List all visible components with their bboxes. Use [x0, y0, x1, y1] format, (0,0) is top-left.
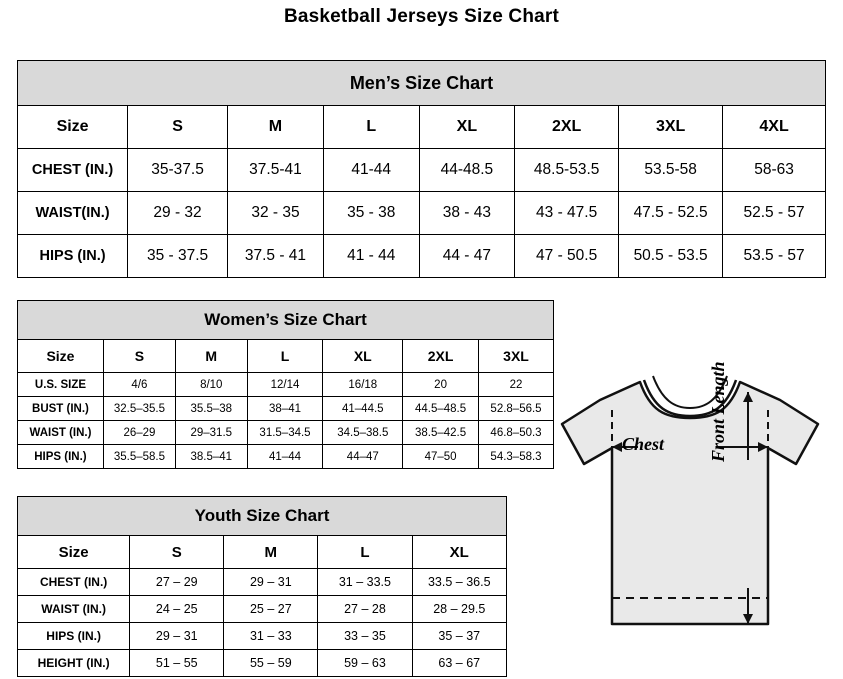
womens-waist-l: 31.5–34.5: [247, 421, 323, 445]
mens-hips-3xl: 50.5 - 53.5: [619, 235, 723, 278]
page-title: Basketball Jerseys Size Chart: [283, 6, 560, 27]
womens-bust-s: 32.5–35.5: [103, 397, 175, 421]
womens-hips-2xl: 47–50: [403, 445, 479, 469]
womens-col-size: Size: [18, 340, 104, 373]
table-row: [18, 397, 554, 421]
womens-col-2xl: 2XL: [403, 340, 479, 373]
youth-chest-s: 27 – 29: [130, 569, 224, 596]
jersey-measurement-diagram: [540, 352, 840, 674]
youth-hips-s: 29 – 31: [130, 623, 224, 650]
youth-chart-header-row: [18, 536, 507, 569]
mens-hips-xl: 44 - 47: [419, 235, 515, 278]
womens-row-ussize-label: U.S. SIZE: [18, 373, 104, 397]
youth-col-size: Size: [18, 536, 130, 569]
womens-waist-3xl: 46.8–50.3: [479, 421, 554, 445]
jersey-outline: [562, 382, 818, 624]
mens-chart-banner-row: [18, 61, 826, 106]
mens-waist-3xl: 47.5 - 52.5: [619, 192, 723, 235]
youth-hips-l: 33 – 35: [318, 623, 412, 650]
womens-hips-m: 38.5–41: [175, 445, 247, 469]
womens-chart-banner-row: [18, 301, 554, 340]
mens-row-chest-label: CHEST (IN.): [18, 149, 128, 192]
mens-hips-m: 37.5 - 41: [227, 235, 323, 278]
womens-col-s: S: [103, 340, 175, 373]
table-row: [18, 192, 826, 235]
mens-hips-s: 35 - 37.5: [128, 235, 228, 278]
youth-chart-banner-row: [18, 497, 507, 536]
mens-chart-body: [18, 61, 826, 278]
womens-waist-m: 29–31.5: [175, 421, 247, 445]
youth-hips-xl: 35 – 37: [412, 623, 506, 650]
mens-hips-2xl: 47 - 50.5: [515, 235, 619, 278]
mens-col-3xl: 3XL: [619, 106, 723, 149]
youth-row-waist-label: WAIST (IN.): [18, 596, 130, 623]
youth-waist-xl: 28 – 29.5: [412, 596, 506, 623]
mens-chest-xl: 44-48.5: [419, 149, 515, 192]
youth-row-hips-label: HIPS (IN.): [18, 623, 130, 650]
womens-col-xl: XL: [323, 340, 403, 373]
mens-col-size: Size: [18, 106, 128, 149]
mens-waist-s: 29 - 32: [128, 192, 228, 235]
mens-chest-3xl: 53.5-58: [619, 149, 723, 192]
womens-ussize-l: 12/14: [247, 373, 323, 397]
womens-chart-body: [18, 301, 554, 469]
mens-col-2xl: 2XL: [515, 106, 619, 149]
mens-hips-4xl: 53.5 - 57: [723, 235, 826, 278]
womens-ussize-s: 4/6: [103, 373, 175, 397]
mens-chart-header-row: [18, 106, 826, 149]
chest-label: Chest: [622, 434, 665, 454]
mens-col-m: M: [227, 106, 323, 149]
womens-ussize-xl: 16/18: [323, 373, 403, 397]
youth-height-xl: 63 – 67: [412, 650, 506, 677]
mens-chest-m: 37.5-41: [227, 149, 323, 192]
youth-hips-m: 31 – 33: [224, 623, 318, 650]
mens-waist-m: 32 - 35: [227, 192, 323, 235]
table-row: [18, 421, 554, 445]
mens-size-chart-table: [17, 60, 826, 278]
womens-waist-2xl: 38.5–42.5: [403, 421, 479, 445]
womens-ussize-2xl: 20: [403, 373, 479, 397]
mens-waist-xl: 38 - 43: [419, 192, 515, 235]
front-length-label: Front Length: [708, 361, 728, 462]
mens-col-l: L: [323, 106, 419, 149]
table-row: [18, 650, 507, 677]
youth-height-s: 51 – 55: [130, 650, 224, 677]
mens-chest-4xl: 58-63: [723, 149, 826, 192]
youth-chest-m: 29 – 31: [224, 569, 318, 596]
mens-chest-l: 41-44: [323, 149, 419, 192]
womens-col-3xl: 3XL: [479, 340, 554, 373]
mens-col-s: S: [128, 106, 228, 149]
womens-bust-2xl: 44.5–48.5: [403, 397, 479, 421]
mens-chest-2xl: 48.5-53.5: [515, 149, 619, 192]
youth-chart-body: [18, 497, 507, 677]
womens-bust-m: 35.5–38: [175, 397, 247, 421]
table-row: [18, 149, 826, 192]
youth-col-s: S: [130, 536, 224, 569]
womens-row-bust-label: BUST (IN.): [18, 397, 104, 421]
table-row: [18, 596, 507, 623]
mens-col-xl: XL: [419, 106, 515, 149]
womens-waist-s: 26–29: [103, 421, 175, 445]
youth-size-chart-table: [17, 496, 507, 677]
mens-hips-l: 41 - 44: [323, 235, 419, 278]
youth-col-xl: XL: [412, 536, 506, 569]
mens-chart-title: Men’s Size Chart: [18, 61, 826, 106]
youth-chart-title: Youth Size Chart: [18, 497, 507, 536]
front-length-label-backdrop: [736, 460, 762, 588]
table-row: [18, 235, 826, 278]
womens-hips-3xl: 54.3–58.3: [479, 445, 554, 469]
womens-size-chart-table: [17, 300, 554, 469]
womens-bust-3xl: 52.8–56.5: [479, 397, 554, 421]
mens-col-4xl: 4XL: [723, 106, 826, 149]
mens-row-hips-label: HIPS (IN.): [18, 235, 128, 278]
table-row: [18, 623, 507, 650]
youth-chest-l: 31 – 33.5: [318, 569, 412, 596]
youth-waist-l: 27 – 28: [318, 596, 412, 623]
mens-chest-s: 35-37.5: [128, 149, 228, 192]
youth-row-height-label: HEIGHT (IN.): [18, 650, 130, 677]
womens-chart-header-row: [18, 340, 554, 373]
womens-chart-title: Women’s Size Chart: [18, 301, 554, 340]
jersey-illustration-svg: [540, 352, 840, 674]
womens-row-hips-label: HIPS (IN.): [18, 445, 104, 469]
youth-col-m: M: [224, 536, 318, 569]
table-row: [18, 445, 554, 469]
womens-hips-l: 41–44: [247, 445, 323, 469]
youth-height-l: 59 – 63: [318, 650, 412, 677]
womens-col-l: L: [247, 340, 323, 373]
youth-chest-xl: 33.5 – 36.5: [412, 569, 506, 596]
womens-ussize-3xl: 22: [479, 373, 554, 397]
youth-waist-s: 24 – 25: [130, 596, 224, 623]
mens-row-waist-label: WAIST(IN.): [18, 192, 128, 235]
youth-waist-m: 25 – 27: [224, 596, 318, 623]
womens-row-waist-label: WAIST (IN.): [18, 421, 104, 445]
mens-waist-2xl: 43 - 47.5: [515, 192, 619, 235]
womens-ussize-m: 8/10: [175, 373, 247, 397]
table-row: [18, 373, 554, 397]
womens-col-m: M: [175, 340, 247, 373]
table-row: [18, 569, 507, 596]
youth-row-chest-label: CHEST (IN.): [18, 569, 130, 596]
youth-height-m: 55 – 59: [224, 650, 318, 677]
womens-bust-xl: 41–44.5: [323, 397, 403, 421]
womens-hips-s: 35.5–58.5: [103, 445, 175, 469]
womens-bust-l: 38–41: [247, 397, 323, 421]
mens-waist-4xl: 52.5 - 57: [723, 192, 826, 235]
womens-waist-xl: 34.5–38.5: [323, 421, 403, 445]
mens-waist-l: 35 - 38: [323, 192, 419, 235]
youth-col-l: L: [318, 536, 412, 569]
womens-hips-xl: 44–47: [323, 445, 403, 469]
